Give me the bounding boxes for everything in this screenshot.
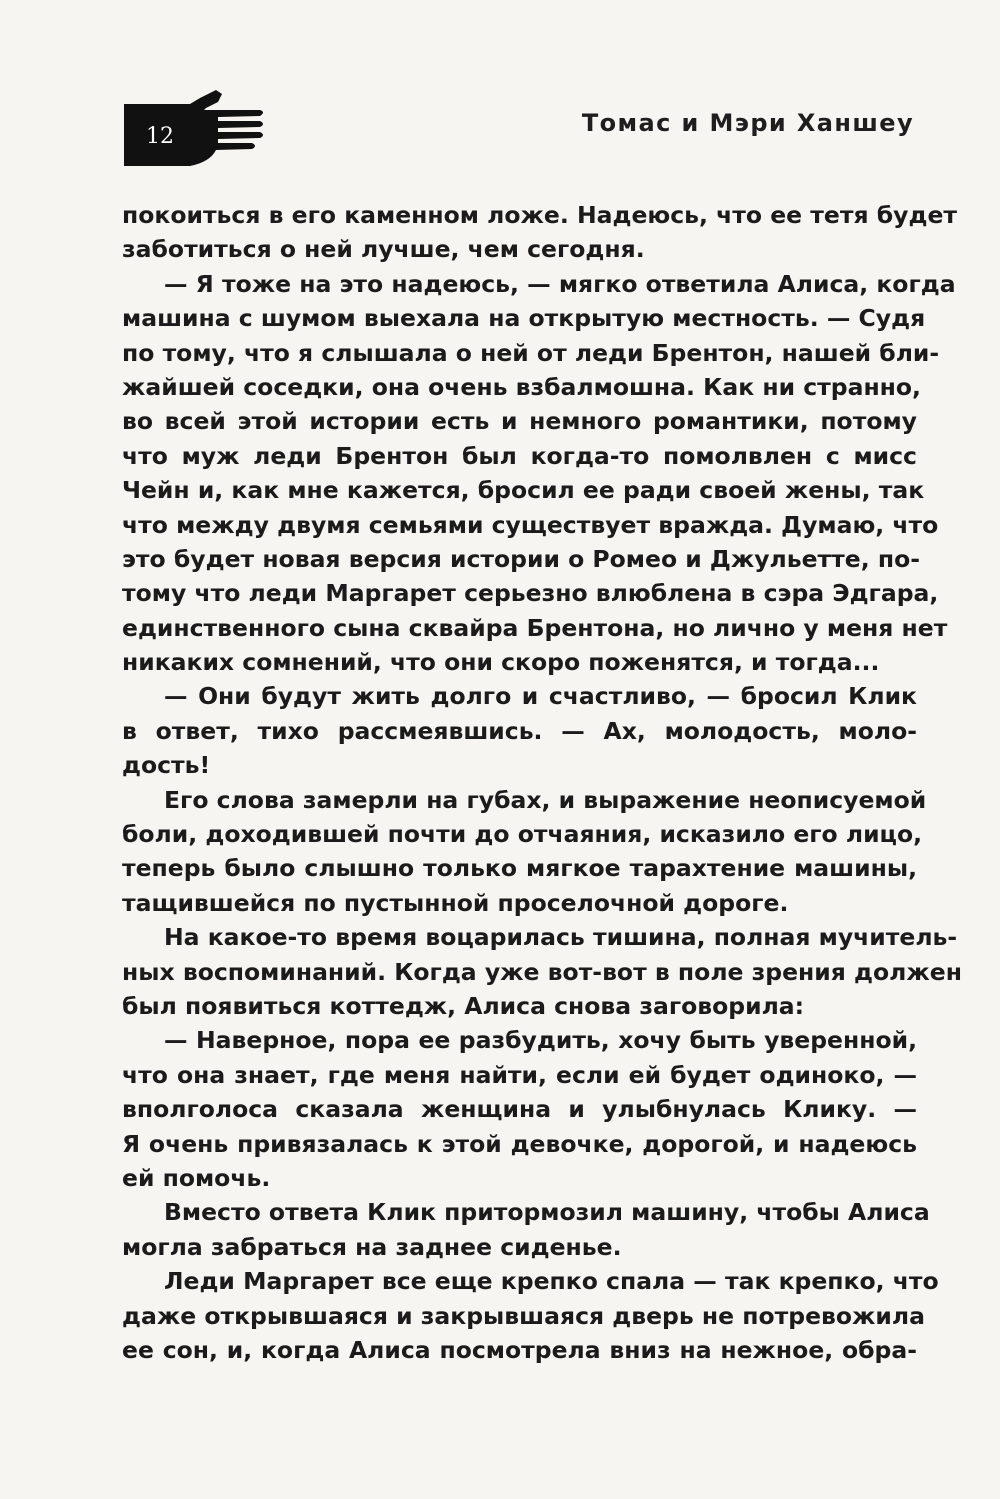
text-line: заботиться о ней лучше, чем сегодня. xyxy=(122,235,645,264)
text-line: тащившейся по пустынной проселочной дороге. xyxy=(122,888,789,917)
text-line: что она знает, где меня найти, если ей будет одиноко, — xyxy=(122,1060,917,1089)
text-line: покоиться в его каменном ложе. Надеюсь, что ее тетя будет xyxy=(122,201,958,229)
text-line: Вместо ответа Клик притормозил машину, чтобы Алиса xyxy=(164,1198,930,1227)
page-number: 12 xyxy=(146,124,174,149)
text-line: даже открывшаяся и закрывшаяся дверь не потревожила xyxy=(122,1301,925,1330)
text-line: ее сон, и, когда Алиса посмотрела вниз на нежное, обра- xyxy=(122,1335,917,1364)
text-line: машина с шумом выехала на открытую местность. — Судя xyxy=(122,304,926,333)
text-line: никаких сомнений, что они скоро поженятся, и тогда... xyxy=(122,648,880,677)
text-line: это будет новая версия истории о Ромео и Джульетте, по- xyxy=(122,544,920,573)
running-title: Томас и Мэри Ханшеу xyxy=(581,109,914,137)
text-line: Его слова замерли на губах, и выражение неописуемой xyxy=(164,785,927,814)
text-line: могла забраться на заднее сиденье. xyxy=(122,1232,622,1261)
text-line: вполголоса сказала женщина и улыбнулась Клику. — xyxy=(122,1095,917,1124)
text-line: На какое-то время воцарилась тишина, полная мучитель- xyxy=(164,923,958,952)
text-line: что муж леди Брентон был когда-то помолвлен с мисс xyxy=(122,441,917,470)
pointing-hand-icon xyxy=(120,86,270,172)
text-line: что между двумя семьями существует вражда. Думаю, что xyxy=(122,510,939,539)
text-line: — Они будут жить долго и счастливо, — бросил Клик xyxy=(164,682,917,711)
body-text xyxy=(122,198,962,1367)
text-line: по тому, что я слышала о ней от леди Брентон, нашей бли- xyxy=(122,338,940,367)
text-line: Чейн и, как мне кажется, бросил ее ради своей жены, так xyxy=(122,476,925,505)
text-line: ей помочь. xyxy=(122,1163,271,1192)
text-line: — Я тоже на это надеюсь, — мягко ответила Алиса, когда xyxy=(164,269,956,298)
text-line: был появиться коттедж, Алиса снова заговорила: xyxy=(122,991,805,1020)
text-line: боли, доходившей почти до отчаяния, исказило его лицо, xyxy=(122,820,923,849)
text-line: — Наверное, пора ее разбудить, хочу быть уверенной, xyxy=(164,1026,917,1055)
text-line: единственного сына сквайра Брентона, но лично у меня нет xyxy=(122,613,948,642)
page-header xyxy=(0,0,1000,190)
text-line: Я очень привязалась к этой девочке, дорогой, и надеюсь xyxy=(122,1129,917,1158)
text-line: в ответ, тихо рассмеявшись. — Ах, молодость, моло- xyxy=(122,716,917,745)
text-line: Леди Маргарет все еще крепко спала — так крепко, что xyxy=(164,1267,939,1296)
text-line: теперь было слышно только мягкое тарахтение машины, xyxy=(122,854,917,883)
text-line: во всей этой истории есть и немного романтики, потому xyxy=(122,407,917,436)
text-line: тому что леди Маргарет серьезно влюблена в сэра Эдгара, xyxy=(122,579,939,608)
text-line: дость! xyxy=(122,751,211,780)
text-line: жайшей соседки, она очень взбалмошна. Как ни странно, xyxy=(122,372,921,401)
text-line: ных воспоминаний. Когда уже вот-вот в поле зрения должен xyxy=(122,957,962,986)
